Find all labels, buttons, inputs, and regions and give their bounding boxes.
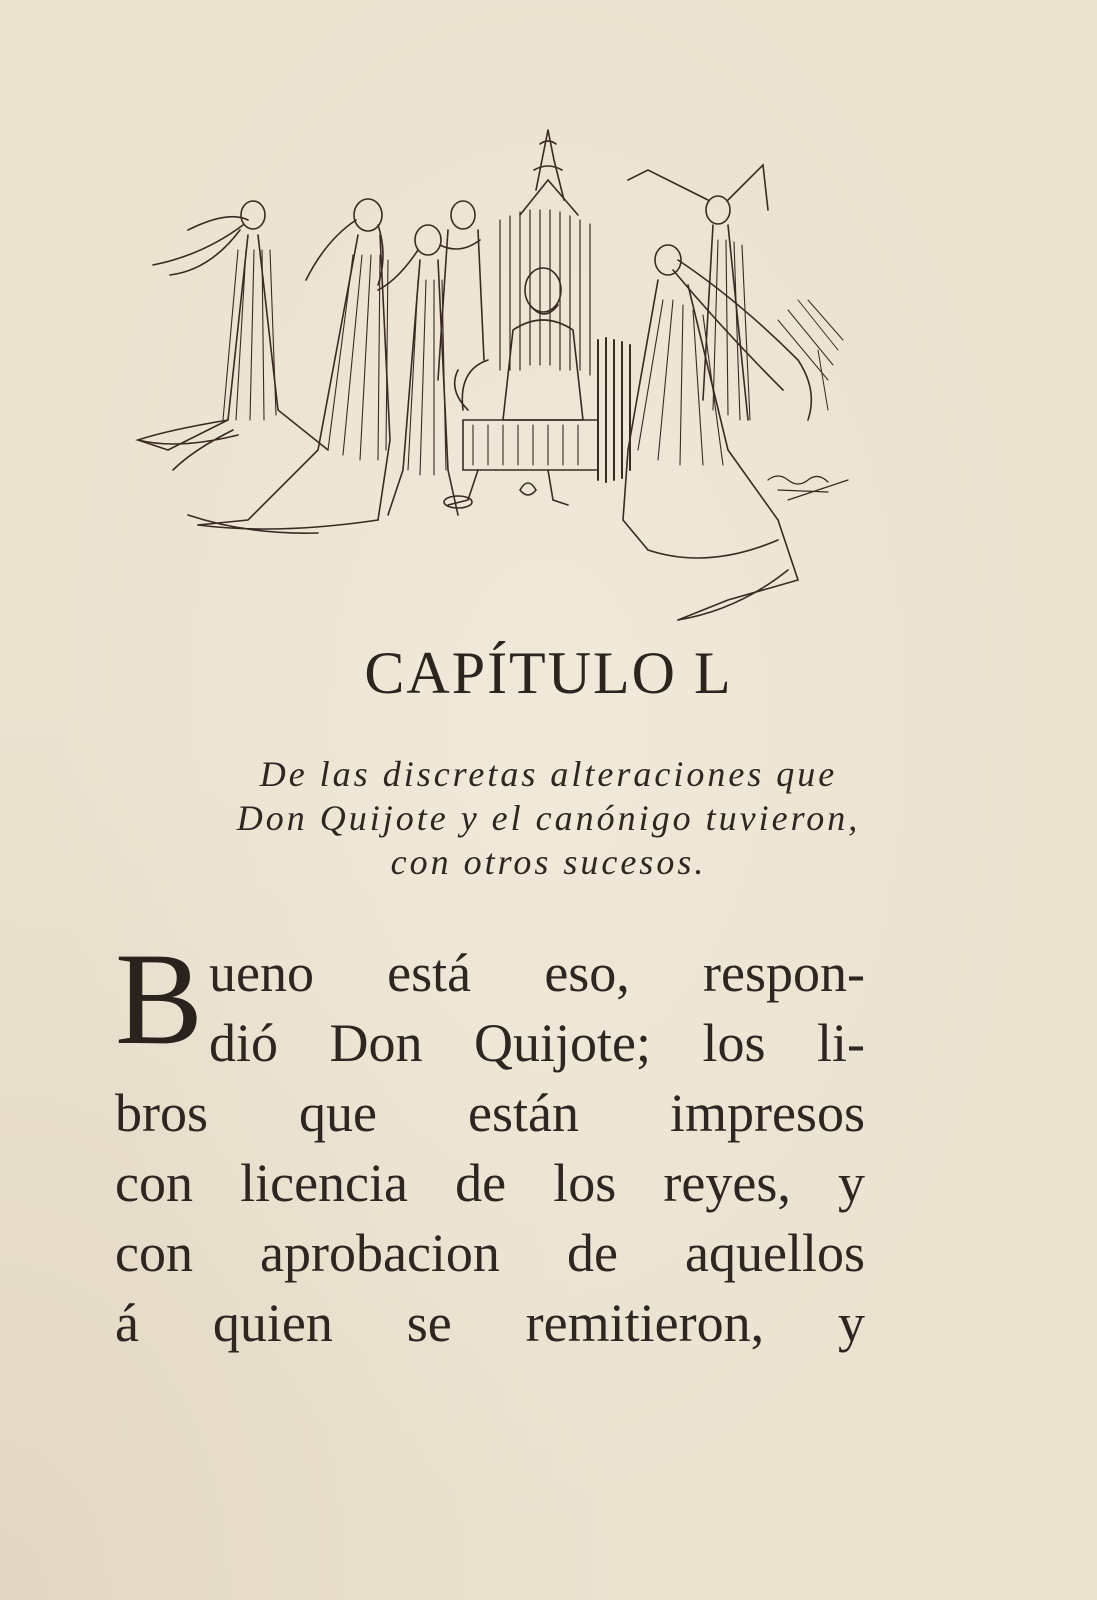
text-line — [115, 1218, 865, 1288]
word: ueno — [209, 943, 314, 1003]
body-text — [115, 925, 865, 1358]
word: los — [553, 1153, 617, 1213]
summary-line: De las discretas alteraciones que — [259, 754, 838, 794]
word: Quijote; — [473, 1013, 651, 1073]
text-line — [115, 1288, 865, 1358]
word: aprobacion — [260, 1223, 500, 1283]
word: dió — [209, 1013, 279, 1073]
word: quien — [212, 1293, 333, 1353]
word: bros — [115, 1083, 208, 1143]
word: con — [115, 1223, 193, 1283]
word: que — [299, 1083, 377, 1143]
word: remitieron, — [525, 1293, 765, 1353]
word: está — [387, 943, 472, 1003]
word: se — [406, 1293, 452, 1353]
word: de — [455, 1153, 507, 1213]
word: de — [566, 1223, 618, 1283]
drop-cap: B — [115, 925, 204, 1072]
text-line — [115, 938, 865, 1008]
text-line — [115, 1078, 865, 1148]
word: aquellos — [685, 1223, 865, 1283]
word: y — [838, 1153, 865, 1213]
word: reyes, — [663, 1153, 791, 1213]
word: eso, — [544, 943, 630, 1003]
word: á — [115, 1293, 139, 1353]
word: y — [837, 1293, 865, 1353]
word: Don — [329, 1013, 423, 1073]
word: respon- — [703, 943, 865, 1003]
word: están — [468, 1083, 579, 1143]
word: con — [115, 1153, 193, 1213]
engraving-women-around-seated-knight-icon — [128, 120, 868, 640]
summary-line: con otros sucesos. — [390, 842, 707, 882]
word: impresos — [669, 1083, 865, 1143]
summary-line: Don Quijote y el canónigo tuvieron, — [236, 798, 861, 838]
word: li- — [816, 1013, 865, 1073]
word: los — [702, 1013, 766, 1073]
chapter-title: CAPÍTULO L — [364, 640, 733, 706]
word: licencia — [240, 1153, 408, 1213]
chapter-summary — [100, 752, 997, 884]
text-line — [115, 1008, 865, 1078]
text-line — [115, 1148, 865, 1218]
